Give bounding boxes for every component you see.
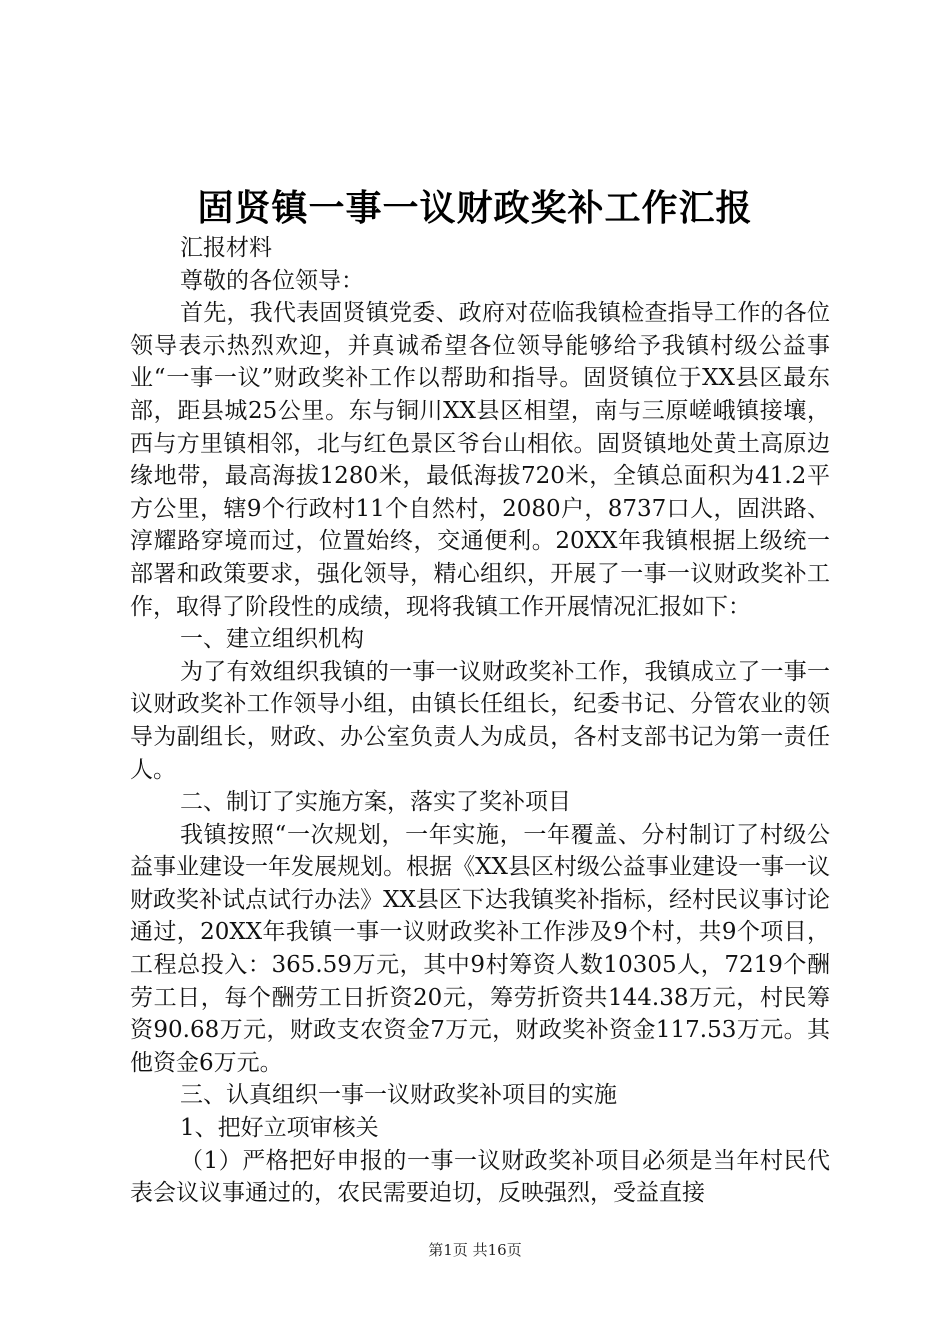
paragraph-organization: 为了有效组织我镇的一事一议财政奖补工作，我镇成立了一事一议财政奖补工作领导小组，由镇长任组长，纪委书记、分管农业的领导为副组长，财政、办公室负责人为成员，各村支部书记为第一责任人。 [130,658,830,783]
document-body [130,232,830,1210]
subsection-heading-1: 1、把好立项审核关 [180,1115,379,1142]
paragraph-plan: 我镇按照“一次规划，一年实施，一年覆盖、分村制订了村级公益事业建设一年发展规划。根据《XX县区村级公益事业建设一事一议财政奖补试点试行办法》XX县区下达我镇奖补指标，经村民议事讨论通过，20XX年我镇一事一议财政奖补工作涉及9个村，共9个项目，工程总投入：365.59万元，其中9村筹资人数10305人，7219个酬劳工日，每个酬劳工日折资20元，筹劳折资共144.38万元，村民筹资90.68万元，财政支农资金7万元，财政奖补资金117.53万元。其他资金6万元。 [130,821,830,1076]
paragraph-salutation: 尊敬的各位领导： [180,267,364,294]
section-heading-2: 二、制订了实施方案，落实了奖补项目 [180,789,571,816]
document-title: 固贤镇一事一议财政奖补工作汇报 [197,187,753,229]
paragraph-intro: 首先，我代表固贤镇党委、政府对莅临我镇检查指导工作的各位领导表示热烈欢迎，并真诚希望各位领导能够给予我镇村级公益事业“一事一议”财政奖补工作以帮助和指导。固贤镇位于XX县区最东部，距县城25公里。东与铜川XX县区相望，南与三原嵯峨镇接壤，西与方里镇相邻，北与红色景区爷台山相依。固贤镇地处黄土高原边缘地带，最高海拔1280米，最低海拔720米，全镇总面积为41.2平方公里，辖9个行政村11个自然村，2080户，8737口人，固洪路、淳耀路穿境而过，位置始终，交通便利。20XX年我镇根据上级统一部署和政策要求，强化领导，精心组织，开展了一事一议财政奖补工作，取得了阶段性的成绩，现将我镇工作开展情况汇报如下： [130,300,830,620]
section-heading-1: 一、建立组织机构 [180,626,364,653]
paragraph-label-report: 汇报材料 [180,235,272,261]
page-number-footer: 第1页 共16页 [428,1241,522,1259]
section-heading-3: 三、认真组织一事一议财政奖补项目的实施 [180,1082,617,1109]
paragraph-review: （1）严格把好申报的一事一议财政奖补项目必须是当年村民代表会议议事通过的，农民需要迫切，反映强烈，受益直接 [130,1147,830,1207]
